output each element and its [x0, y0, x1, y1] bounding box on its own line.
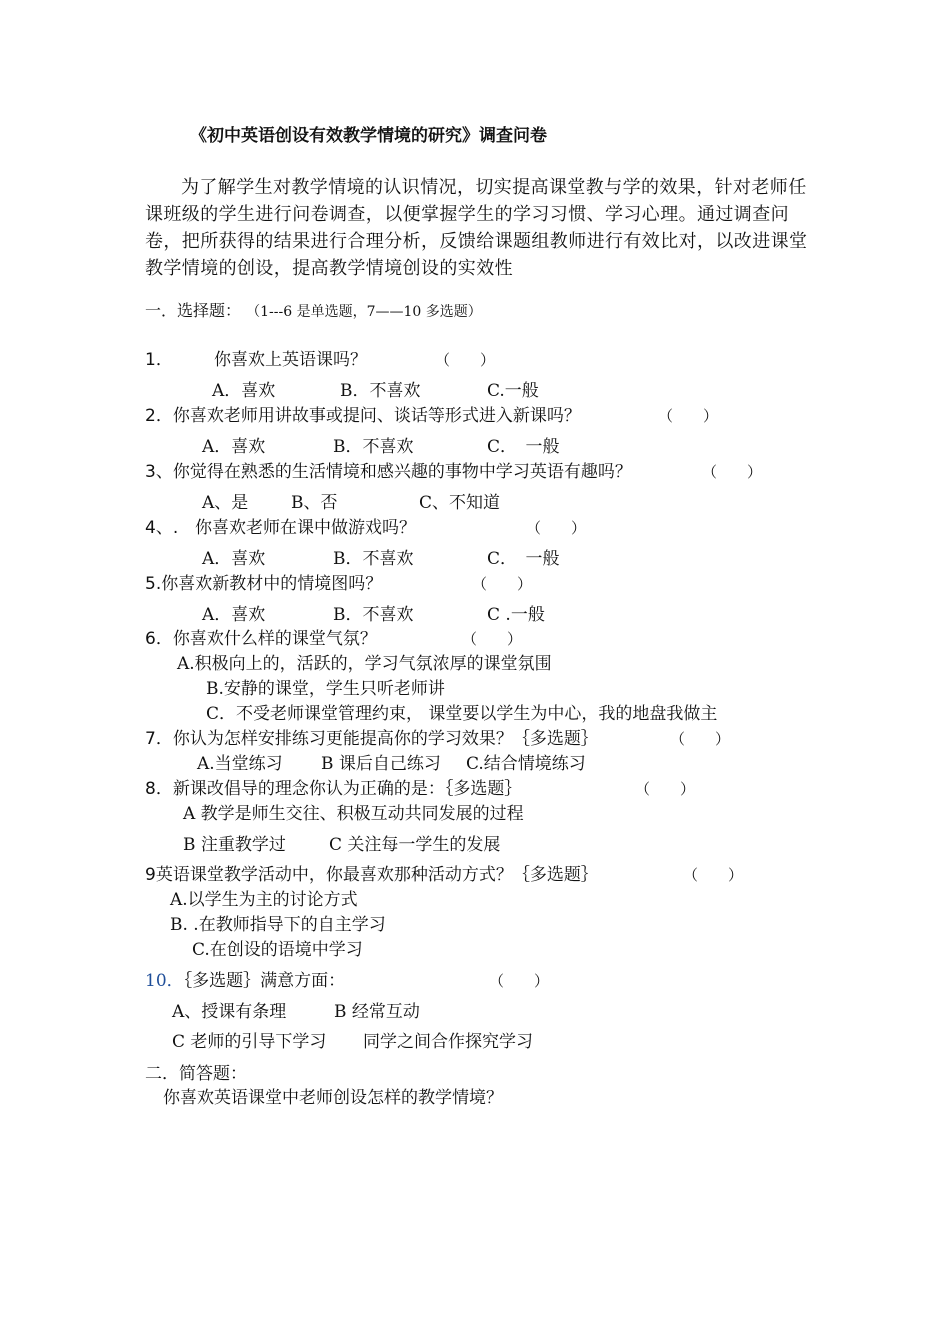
question-6-option-b: B.安静的课堂，学生只听老师讲 — [206, 679, 445, 699]
question-2-number: 2． — [145, 406, 173, 426]
question-5-option-c: C .一般 — [487, 605, 545, 625]
question-7 — [145, 729, 598, 749]
question-8 — [145, 779, 521, 799]
question-6-option-c: C．不受老师课堂管理约束， 课堂要以学生为中心，我的地盘我做主 — [206, 704, 718, 724]
question-4-answer-blank: （ ） — [526, 519, 587, 537]
question-5-answer-blank: （ ） — [472, 575, 533, 593]
short-answer-question: 你喜欢英语课堂中老师创设怎样的教学情境？ — [163, 1088, 503, 1108]
question-6 — [145, 629, 377, 649]
question-2-option-b: B．不喜欢 — [333, 437, 414, 457]
question-5 — [145, 574, 382, 594]
question-5-number: 5. — [145, 574, 162, 594]
question-7-option-b: B 课后自己练习 — [321, 754, 441, 774]
question-10-option-b: B 经常互动 — [334, 1002, 420, 1022]
question-9-answer-blank: （ ） — [683, 866, 744, 884]
question-10-number: 10． — [145, 971, 184, 991]
question-3-option-a: A、是 — [202, 493, 249, 513]
question-8-option-b: B 注重教学过 — [183, 835, 286, 855]
question-2-option-a: A．喜欢 — [202, 437, 266, 457]
question-9 — [145, 865, 598, 885]
question-6-number: 6． — [145, 629, 173, 649]
question-4-text: 你喜欢老师在课中做游戏吗？ — [195, 518, 416, 538]
question-3-text: 你觉得在熟悉的生活情境和感兴趣的事物中学习英语有趣吗？ — [172, 462, 632, 482]
question-3-option-c: C、不知道 — [419, 493, 501, 513]
question-1-text: 你喜欢上英语课吗？ — [214, 350, 367, 370]
question-10-text: ｛多选题｝满意方面： — [183, 971, 346, 991]
question-5-text: 你喜欢新教材中的情境图吗？ — [161, 574, 383, 594]
section-1-heading — [145, 301, 482, 321]
question-8-number: 8． — [145, 779, 173, 799]
question-2-text: 你喜欢老师用讲故事或提问、谈话等形式进入新课吗？ — [172, 406, 581, 426]
question-1-answer-blank: （ ） — [435, 351, 496, 369]
question-9-text: 英语课堂教学活动中，你最喜欢那种活动方式？｛多选题｝ — [155, 865, 598, 885]
question-9-option-b: B. .在教师指导下的自主学习 — [170, 915, 386, 935]
section-1-note: （1---6 是单选题，7——10 多选题） — [246, 304, 482, 320]
intro-text: 为了解学生对教学情境的认识情况，切实提高课堂教与学的效果，针对老师任课班级的学生进行问卷调查，以便掌握学生的学习习惯、学习心理。通过调查问卷，把所获得的结果进行合理分析，反馈给课题组教师进行有效比对，以改进课堂教学情境的创设，提高教学情境创设的实效性 — [145, 177, 808, 279]
question-3-answer-blank: （ ） — [702, 463, 763, 481]
question-10 — [145, 971, 345, 991]
question-9-option-a: A.以学生为主的讨论方式 — [170, 890, 358, 910]
question-5-option-a: A．喜欢 — [202, 605, 266, 625]
question-4-number: 4、. — [145, 518, 179, 538]
question-2 — [145, 406, 581, 426]
survey-title: 《初中英语创设有效教学情境的研究》调查问卷 — [190, 126, 547, 146]
question-4-option-b: B．不喜欢 — [333, 549, 414, 569]
question-7-text: 你认为怎样安排练习更能提高你的学习效果？｛多选题｝ — [172, 729, 598, 749]
question-1 — [145, 350, 173, 370]
question-8-answer-blank: （ ） — [635, 780, 696, 798]
question-5-option-b: B．不喜欢 — [333, 605, 414, 625]
question-10-answer-blank: （ ） — [489, 972, 550, 990]
question-3-option-b: B、否 — [291, 493, 338, 513]
question-6-answer-blank: （ ） — [462, 630, 523, 648]
question-2-option-c: C． 一般 — [487, 437, 560, 457]
question-8-text: 新课改倡导的理念你认为正确的是：｛多选题｝ — [172, 779, 522, 799]
section-1-label: 一．选择题： — [145, 301, 242, 320]
question-10-option-c: C 老师的引导下学习 — [172, 1032, 327, 1052]
question-3-number: 3、 — [145, 462, 173, 482]
question-9-number: 9 — [145, 865, 156, 885]
question-4-option-c: C． 一般 — [487, 549, 560, 569]
question-1-option-c: C.一般 — [487, 381, 539, 401]
question-4 — [145, 518, 178, 538]
question-7-number: 7． — [145, 729, 173, 749]
question-10-option-d: 同学之间合作探究学习 — [363, 1032, 533, 1052]
question-7-option-a: A.当堂练习 — [197, 754, 283, 774]
question-6-text: 你喜欢什么样的课堂气氛？ — [172, 629, 377, 649]
question-8-option-a: A 教学是师生交往、积极互动共同发展的过程 — [183, 804, 524, 824]
question-6-option-a: A.积极向上的，活跃的，学习气氛浓厚的课堂氛围 — [177, 654, 552, 674]
question-4-option-a: A．喜欢 — [202, 549, 266, 569]
question-1-option-b: B．不喜欢 — [340, 381, 421, 401]
question-8-option-c: C 关注每一学生的发展 — [329, 835, 501, 855]
section-2-heading: 二．简答题： — [145, 1064, 247, 1084]
question-3 — [145, 462, 632, 482]
question-1-number: 1． — [145, 350, 173, 370]
question-7-option-c: C.结合情境练习 — [466, 754, 586, 774]
question-10-option-a: A、授课有条理 — [172, 1002, 287, 1022]
question-9-option-c: C.在创设的语境中学习 — [192, 940, 363, 960]
question-7-answer-blank: （ ） — [670, 730, 731, 748]
question-2-answer-blank: （ ） — [658, 407, 719, 425]
question-1-option-a: A．喜欢 — [212, 381, 276, 401]
intro-paragraph — [145, 174, 810, 282]
